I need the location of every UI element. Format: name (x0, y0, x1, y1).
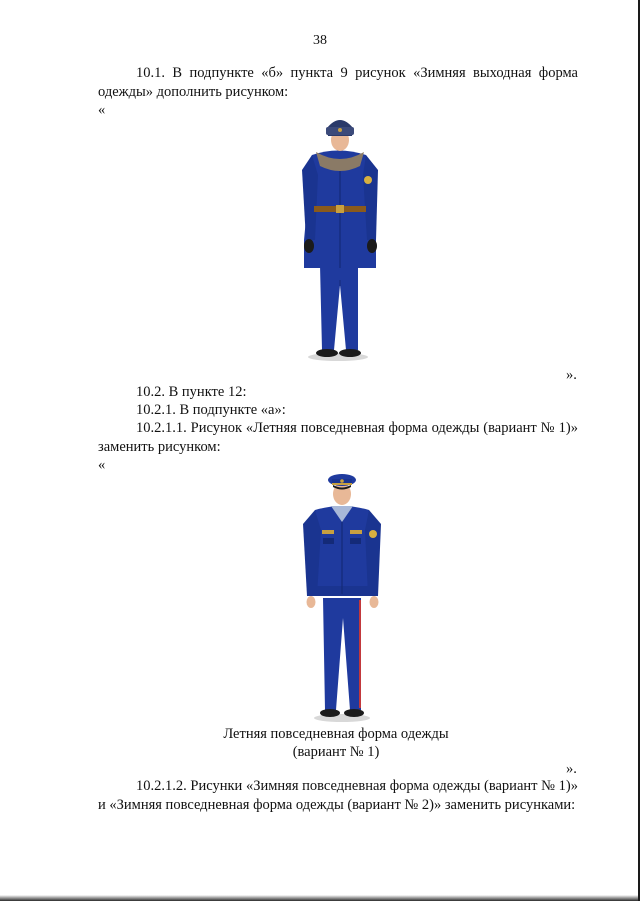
scan-edge (0, 895, 638, 901)
page-number: 38 (313, 33, 327, 48)
paragraph-10-1: 10.1. В подпункте «б» пункта 9 рисунок «Зимняя выходная форма одежды» дополнить рисунком: (98, 65, 578, 100)
paragraph-10-2-1-1: 10.2.1.1. Рисунок «Летняя повседневная форма одежды (вариант № 1)» заменить рисунком: (98, 420, 578, 455)
paragraph-10-2: 10.2. В пункте 12: (136, 384, 247, 400)
close-quote-2: ». (566, 761, 577, 777)
paragraph-10-2-1: 10.2.1. В подпункте «а»: (136, 402, 286, 418)
open-quote-1: « (98, 102, 106, 118)
summer-everyday-uniform-figure (295, 468, 390, 726)
paragraph-10-2-1-2: 10.2.1.2. Рисунки «Зимняя повседневная форма одежды (вариант № 1)» и «Зимняя повседневная форма одежды (вариант № 2)» заменить рисунками: (98, 778, 578, 813)
figure-caption-line-1: Летняя повседневная форма одежды (223, 726, 449, 742)
winter-dress-uniform-figure (290, 110, 390, 365)
figure-caption-line-2: (вариант № 1) (292, 744, 380, 760)
close-quote-1: ». (566, 367, 577, 383)
open-quote-2: « (98, 457, 106, 473)
